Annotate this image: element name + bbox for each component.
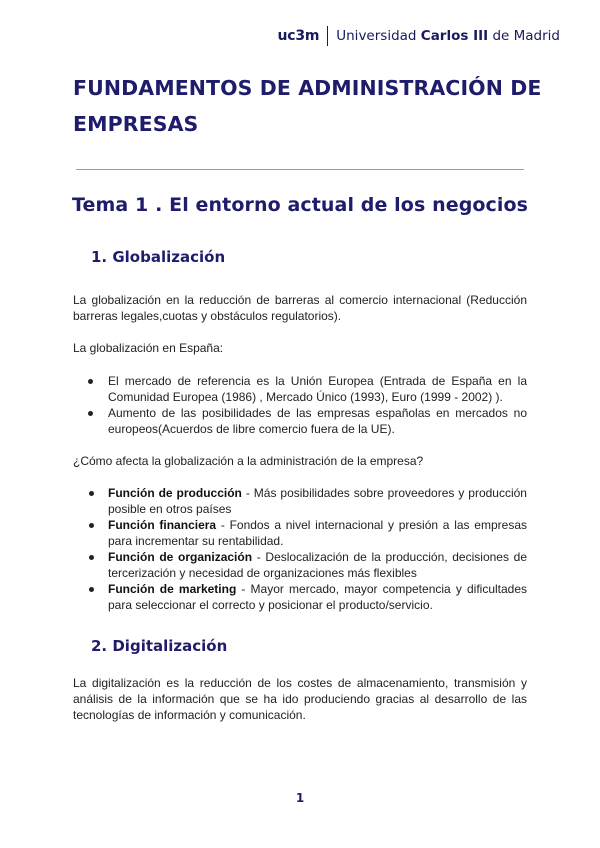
function-desc: - Mayor mercado, mayor competencia y dificultades para seleccionar el correcto y posicionar el producto/servicio. [108, 582, 528, 612]
function-term: Función de marketing [108, 582, 237, 596]
functions-list [108, 485, 527, 613]
function-desc: - Fondos a nivel internacional y presión a las empresas para incrementar su rentabilidad. [108, 518, 527, 548]
digitalizacion-text: La digitalización es la reducción de los costes de almacenamiento, transmisión y análisis de la información que se ha ido produciendo gracias al desarrollo de las tecnologías de información y comunicación. [73, 676, 527, 722]
list-item [108, 549, 527, 581]
spain-list [108, 373, 527, 437]
globalizacion-question: ¿Cómo afecta la globalización a la administración de la empresa? [73, 454, 424, 468]
title-divider [76, 169, 524, 170]
function-desc: - Más posibilidades sobre proveedores y producción posible en otros países [108, 486, 527, 516]
logo-univ-bold: Carlos III [420, 28, 489, 44]
list-item [108, 485, 527, 517]
function-term: Función de producción [108, 486, 242, 500]
tema-heading: Tema 1 . El entorno actual de los negocios [72, 194, 529, 216]
logo-separator [327, 26, 328, 46]
list-item: Aumento de las posibilidades de las empresas españolas en mercados no europeos(Acuerdos de libre comercio fuera de la UE). [108, 406, 527, 436]
list-item: El mercado de referencia es la Unión Europea (Entrada de España en la Comunidad Europea (1986) , Mercado Único (1993), Euro (1999 - 2002) ). [108, 374, 527, 404]
function-term: Función de organización [108, 550, 253, 564]
function-desc: - Deslocalización de la producción, decisiones de tercerización y necesidad de organizaciones más flexibles [108, 550, 527, 580]
globalizacion-intro: La globalización en la reducción de barreras al comercio internacional (Reducción barreras legales,cuotas y obstáculos regulatorios). [73, 293, 527, 323]
logo-uc3m: uc3m [277, 28, 320, 44]
section-heading-digitalizacion: 2. Digitalización [91, 637, 228, 655]
function-term: Función financiera [108, 518, 217, 532]
globalizacion-spain-label: La globalización en España: [73, 341, 224, 355]
page-number: 1 [295, 791, 305, 805]
section-heading-globalizacion: 1. Globalización [91, 248, 226, 266]
document-title: FUNDAMENTOS DE ADMINISTRACIÓN DE EMPRESAS [73, 76, 542, 136]
list-item [108, 581, 527, 613]
university-logo [277, 26, 560, 46]
logo-university-name [336, 28, 560, 44]
list-item [108, 517, 527, 549]
logo-univ-post: de Madrid [488, 28, 560, 44]
logo-univ-pre: Universidad [336, 28, 421, 44]
